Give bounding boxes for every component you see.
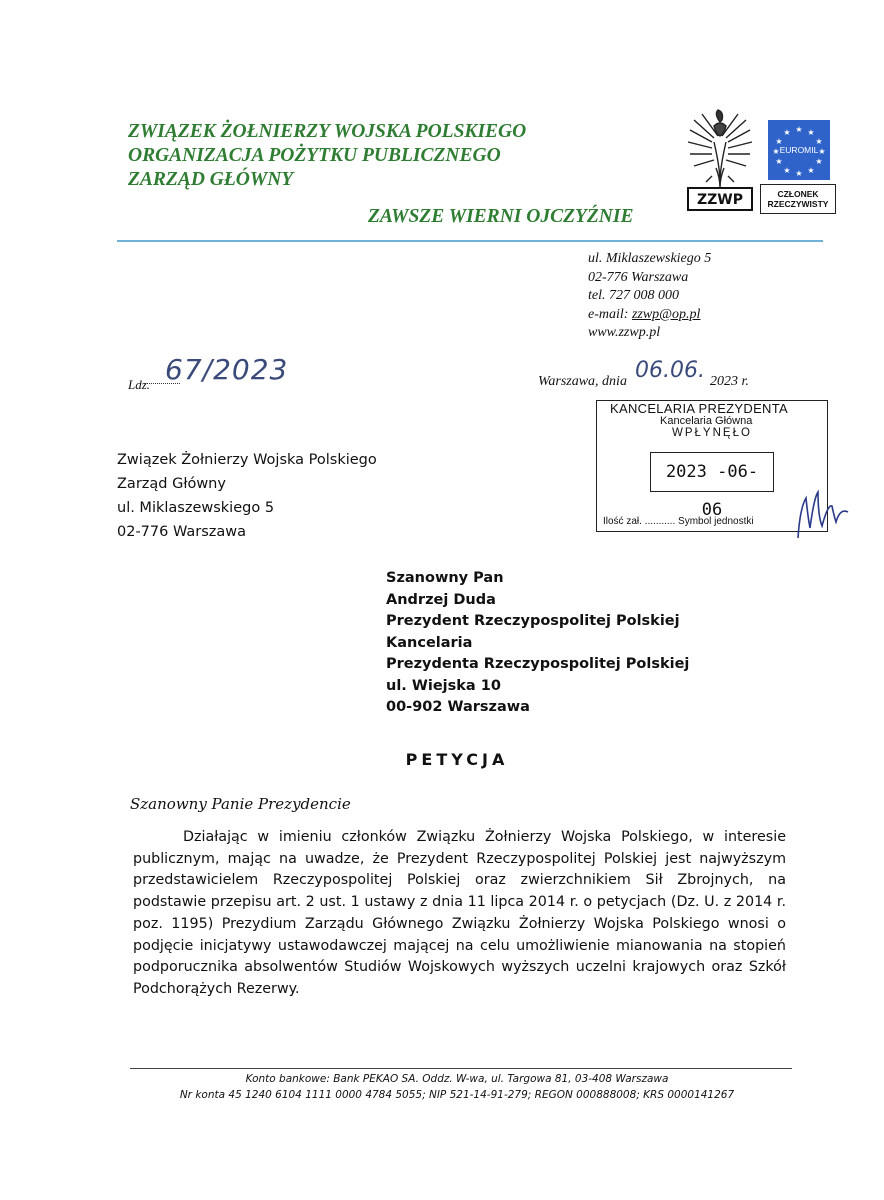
svg-text:★: ★ — [783, 166, 791, 175]
contact-city: 02-776 Warszawa — [588, 269, 689, 285]
org-line-3: ZARZĄD GŁÓWNY — [128, 169, 294, 190]
svg-text:★: ★ — [807, 128, 815, 137]
svg-text:★: ★ — [772, 147, 780, 156]
svg-text:★: ★ — [815, 137, 823, 146]
sender-line-2: Zarząd Główny — [117, 476, 226, 492]
svg-text:★: ★ — [795, 125, 803, 134]
footer-bank-info: Konto bankowe: Bank PEKAO SA. Oddz. W-wa, ul. Targowa 81, 03-408 Warszawa — [245, 1073, 669, 1085]
stamp-title: KANCELARIA PREZYDENTA — [610, 401, 788, 416]
contact-website[interactable]: www.zzwp.pl — [588, 325, 661, 340]
place-date-prefix: Warszawa, dnia — [538, 374, 627, 389]
euromil-logo — [768, 120, 830, 180]
recipient-line-7: 00-902 Warszawa — [386, 699, 530, 715]
ldz-label: Ldz. — [128, 377, 151, 392]
contact-email-link[interactable]: zzwp@op.pl — [631, 306, 701, 322]
member-line-1: CZŁONEK — [777, 189, 819, 199]
svg-text:★: ★ — [807, 166, 815, 175]
motto: ZAWSZE WIERNI OJCZYŹNIE — [368, 206, 634, 227]
member-line-2: RZECZYWISTY — [767, 199, 829, 209]
zzwp-eagle-logo — [684, 108, 756, 212]
recipient-line-1: Szanowny Pan — [386, 570, 504, 586]
svg-text:★: ★ — [795, 169, 803, 178]
contact-tel: tel. 727 008 000 — [588, 288, 679, 303]
stamp-date: 2023 -06- 06 — [650, 452, 774, 492]
recipient-line-3: Prezydent Rzeczypospolitej Polskiej — [386, 613, 680, 629]
contact-block — [588, 250, 711, 343]
date-year: 2023 r. — [710, 374, 749, 389]
contact-email-line — [588, 306, 711, 325]
sender-line-1: Związek Żołnierzy Wojska Polskiego — [117, 452, 377, 468]
contact-email-prefix: e-mail: — [588, 306, 632, 322]
stamp-received-label: WPŁYNĘŁO — [672, 427, 752, 439]
salutation: Szanowny Panie Prezydencie — [130, 795, 351, 813]
footer-divider — [130, 1068, 792, 1069]
svg-text:★: ★ — [818, 147, 826, 156]
footer-registry-ids: Nr konta 45 1240 6104 1111 0000 4784 5055; NIP 521-14-91-279; REGON 000888008; KRS 0000141267 — [179, 1089, 735, 1101]
header-divider — [117, 240, 823, 242]
recipient-line-5: Prezydenta Rzeczypospolitej Polskiej — [386, 656, 690, 672]
document-title: PETYCJA — [405, 750, 509, 769]
ldz-handwritten-number: 67/2023 — [165, 353, 289, 386]
organization-name — [128, 120, 526, 192]
zzwp-logo-text: ZZWP — [696, 192, 744, 208]
member-badge — [760, 184, 836, 214]
org-line-2: ORGANIZACJA POŻYTKU PUBLICZNEGO — [128, 145, 501, 166]
handwritten-signature — [788, 478, 858, 548]
letter-body: Działając w imieniu członków Związku Żołnierzy Wojska Polskiego, w interesie publicznym, mając na uwadze, że Prezydent Rzeczypospolitej Polskiej jest najwyższym przedstawicielem Rzeczypospolitej Polskiej oraz zwierzchnikiem Sił Zbrojnych, na podstawie przepisu art. 2 ust. 1 ustawy z dnia 11 lipca 2014 r. o petycjach (Dz. U. z 2014 r. poz. 1195) Prezydium Zarządu Głównego Związku Żołnierzy Wojska Polskiego wnosi o podjęcie inicjatywy ustawodawczej mającej na celu umożliwienie mianowania na stopień podporucznika absolwentów Studiów Wojskowych wyższych uczelni krajowych oraz Szkół Podchorążych Rezerwy. — [133, 829, 786, 997]
recipient-line-4: Kancelaria — [386, 634, 473, 651]
euromil-text: EUROMIL — [779, 145, 819, 155]
svg-text:★: ★ — [775, 157, 783, 166]
recipient-line-6: ul. Wiejska 10 — [386, 677, 501, 694]
svg-text:★: ★ — [815, 157, 823, 166]
svg-text:★: ★ — [783, 128, 791, 137]
stamp-footer: Ilość zał. ........... Symbol jednostki — [603, 516, 754, 527]
recipient-address — [386, 568, 689, 719]
recipient-line-2: Andrzej Duda — [386, 591, 496, 608]
handwritten-date: 06.06. — [635, 358, 705, 383]
contact-street: ul. Miklaszewskiego 5 — [588, 251, 712, 266]
sender-line-3: ul. Miklaszewskiego 5 — [117, 500, 275, 516]
svg-text:★: ★ — [775, 137, 783, 146]
sender-line-4: 02-776 Warszawa — [117, 524, 247, 540]
org-line-1: ZWIĄZEK ŻOŁNIERZY WOJSKA POLSKIEGO — [128, 121, 527, 142]
stamp-subtitle: Kancelaria Główna — [660, 415, 753, 427]
sender-address — [117, 448, 377, 544]
